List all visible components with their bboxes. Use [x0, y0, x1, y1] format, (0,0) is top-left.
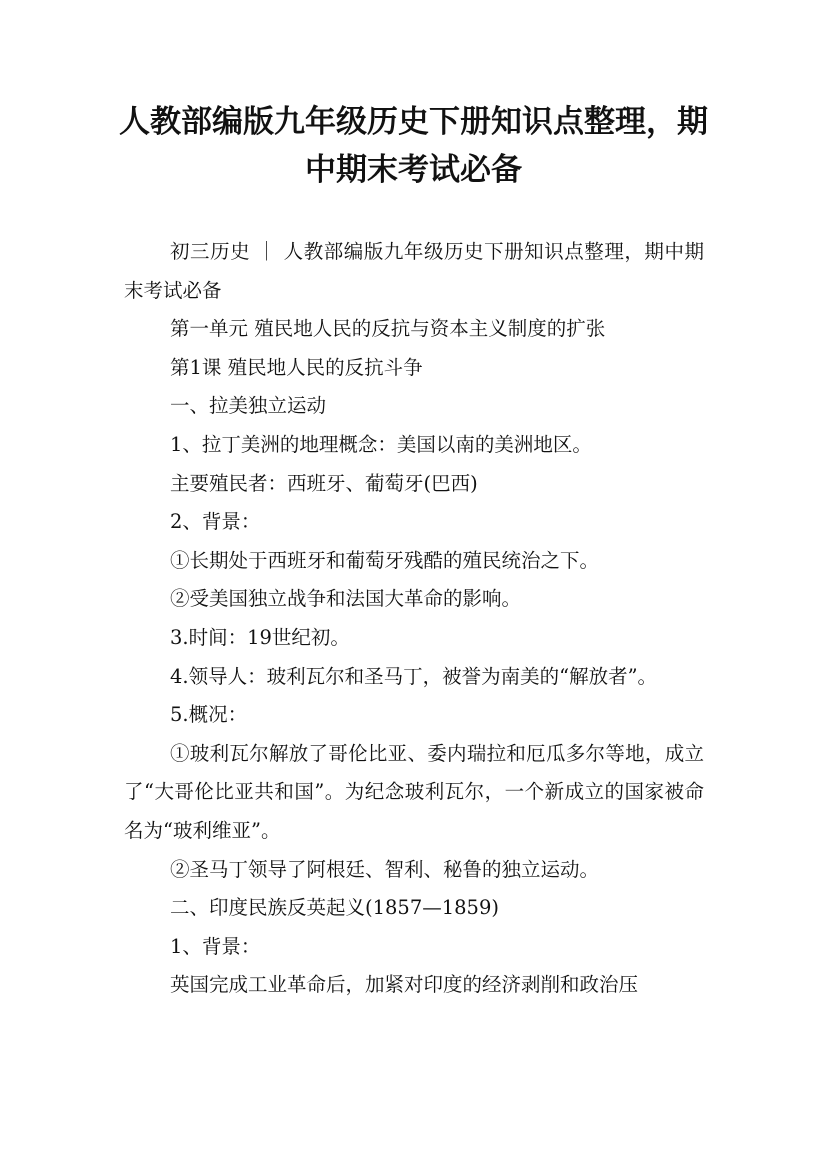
document-body [124, 233, 704, 1005]
paragraph: ①长期处于西班牙和葡萄牙残酷的殖民统治之下。 [170, 548, 600, 572]
paragraph: ②受美国独立战争和法国大革命的影响。 [170, 587, 522, 611]
lesson-heading: 第1课 殖民地人民的反抗斗争 [170, 355, 423, 379]
paragraph: 3.时间：19世纪初。 [170, 625, 350, 649]
paragraph: 5.概况： [170, 703, 248, 727]
paragraph: 2、背景： [170, 510, 261, 534]
title-line-1: 人教部编版九年级历史下册知识点整理，期 [119, 104, 708, 140]
paragraph: 1、拉丁美洲的地理概念：美国以南的美洲地区。 [170, 432, 592, 456]
paragraph: 1、背景： [170, 934, 261, 958]
title-line-2: 中期末考试必备 [305, 152, 522, 188]
paragraph-intro: 初三历史 ｜ 人教部编版九年级历史下册知识点整理，期中期末考试必备 [124, 240, 704, 302]
unit-heading: 第一单元 殖民地人民的反抗与资本主义制度的扩张 [170, 317, 606, 341]
paragraph: ②圣马丁领导了阿根廷、智利、秘鲁的独立运动。 [170, 857, 600, 881]
section-heading-1: 一、拉美独立运动 [170, 394, 327, 418]
paragraph: 主要殖民者：西班牙、葡萄牙(巴西) [170, 471, 478, 495]
paragraph: 英国完成工业革命后，加紧对印度的经济剥削和政治压 [170, 973, 639, 997]
paragraph: 4.领导人：玻利瓦尔和圣马丁，被誉为南美的“解放者”。 [170, 664, 658, 688]
document-title [100, 98, 727, 194]
section-heading-2: 二、印度民族反英起义(1857—1859) [170, 896, 499, 920]
paragraph: ①玻利瓦尔解放了哥伦比亚、委内瑞拉和厄瓜多尔等地，成立了“大哥伦比亚共和国”。为纪念玻利瓦尔，一个新成立的国家被命名为“玻利维亚”。 [124, 741, 704, 842]
